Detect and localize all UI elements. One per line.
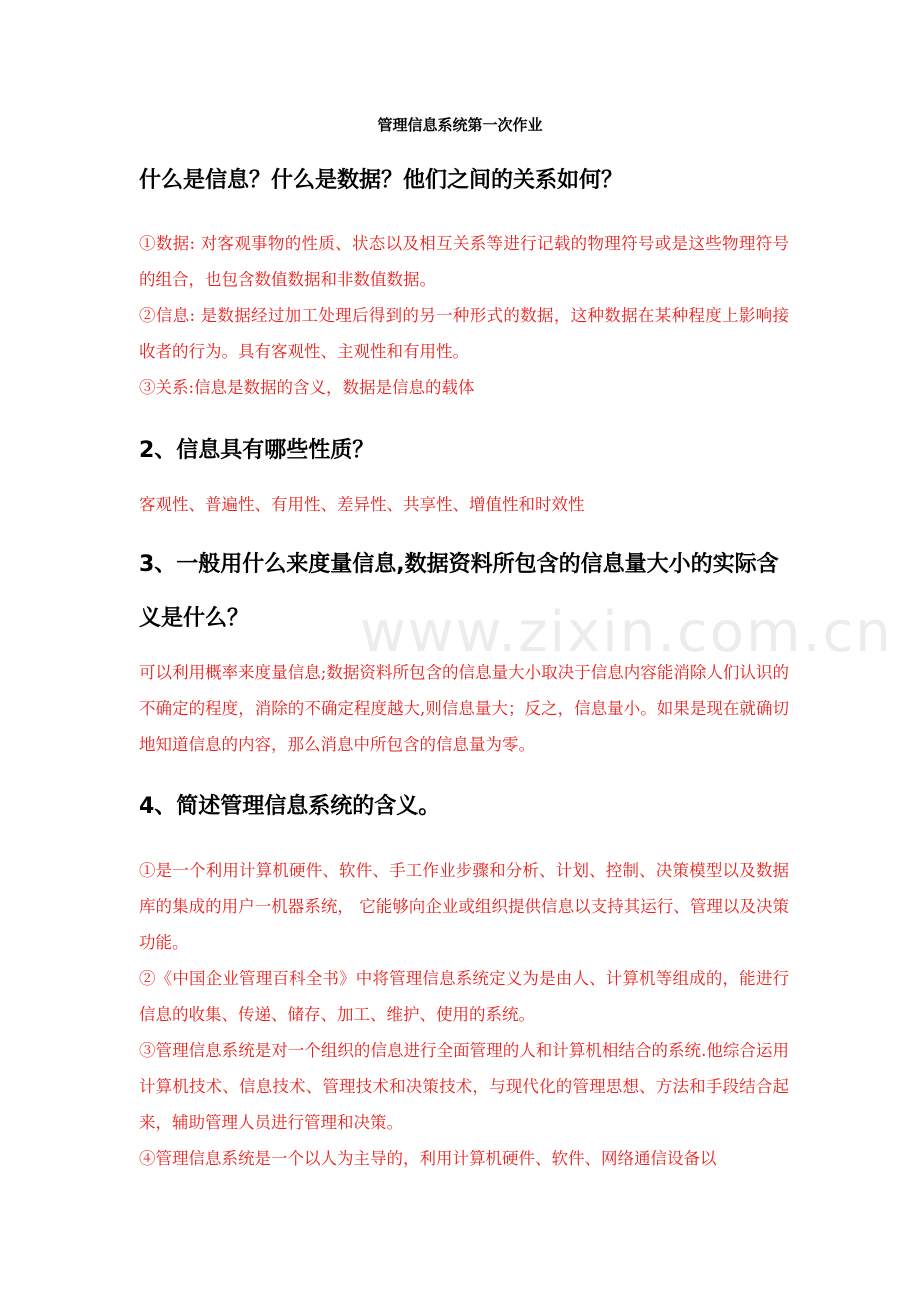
answer-paragraph: ②《中国企业管理百科全书》中将管理信息系统定义为是由人、计算机等组成的，能进行信息的收集、传递、储存、加工、维护、使用的系统。: [139, 969, 789, 1024]
answer-block-2: [139, 487, 789, 523]
document-title: 管理信息系统第一次作业: [377, 116, 543, 134]
answer-block-3: [139, 655, 789, 763]
answer-paragraph: ④管理信息系统是一个以人为主导的，利用计算机硬件、软件、网络通信设备以: [139, 1149, 717, 1168]
question-1: 什么是信息？什么是数据？他们之间的关系如何？: [139, 168, 624, 193]
question-3: 3、一般用什么来度量信息,数据资料所包含的信息量大小的实际含义是什么？: [139, 552, 779, 631]
answer-paragraph: ③关系:信息是数据的含义，数据是信息的载体: [139, 378, 475, 397]
answer-paragraph: ①是一个利用计算机硬件、软件、手工作业步骤和分析、计划、控制、决策模型以及数据库的集成的用户一机器系统， 它能够向企业或组织提供信息以支持其运行、管理以及决策功能。: [139, 861, 789, 952]
answer-paragraph: 可以利用概率来度量信息;数据资料所包含的信息量大小取决于信息内容能消除人们认识的不确定的程度，消除的不确定程度越大,则信息量大；反之，信息量小。如果是现在就确切地知道信息的内容，那么消息中所包含的信息量为零。: [139, 663, 789, 754]
answer-paragraph: ①数据: 对客观事物的性质、状态以及相互关系等进行记载的物理符号或是这些物理符号的组合，也包含数值数据和非数值数据。: [139, 234, 789, 289]
answer-paragraph: ③管理信息系统是对一个组织的信息进行全面管理的人和计算机相结合的系统.他综合运用计算机技术、信息技术、管理技术和决策技术，与现代化的管理思想、方法和手段结合起来，辅助管理人员进行管理和决策。: [139, 1041, 789, 1132]
answer-block-1: [139, 226, 789, 406]
watermark-text: www.zixin.com.cn: [360, 600, 893, 665]
answer-paragraph: ②信息: 是数据经过加工处理后得到的另一种形式的数据，这种数据在某种程度上影响接收者的行为。具有客观性、主观性和有用性。: [139, 306, 789, 361]
question-4: 4、简述管理信息系统的含义。: [139, 794, 441, 819]
answer-block-4: [139, 853, 789, 1177]
answer-paragraph: 客观性、普遍性、有用性、差异性、共享性、增值性和时效性: [139, 495, 585, 514]
question-2: 2、信息具有哪些性质？: [139, 438, 375, 463]
